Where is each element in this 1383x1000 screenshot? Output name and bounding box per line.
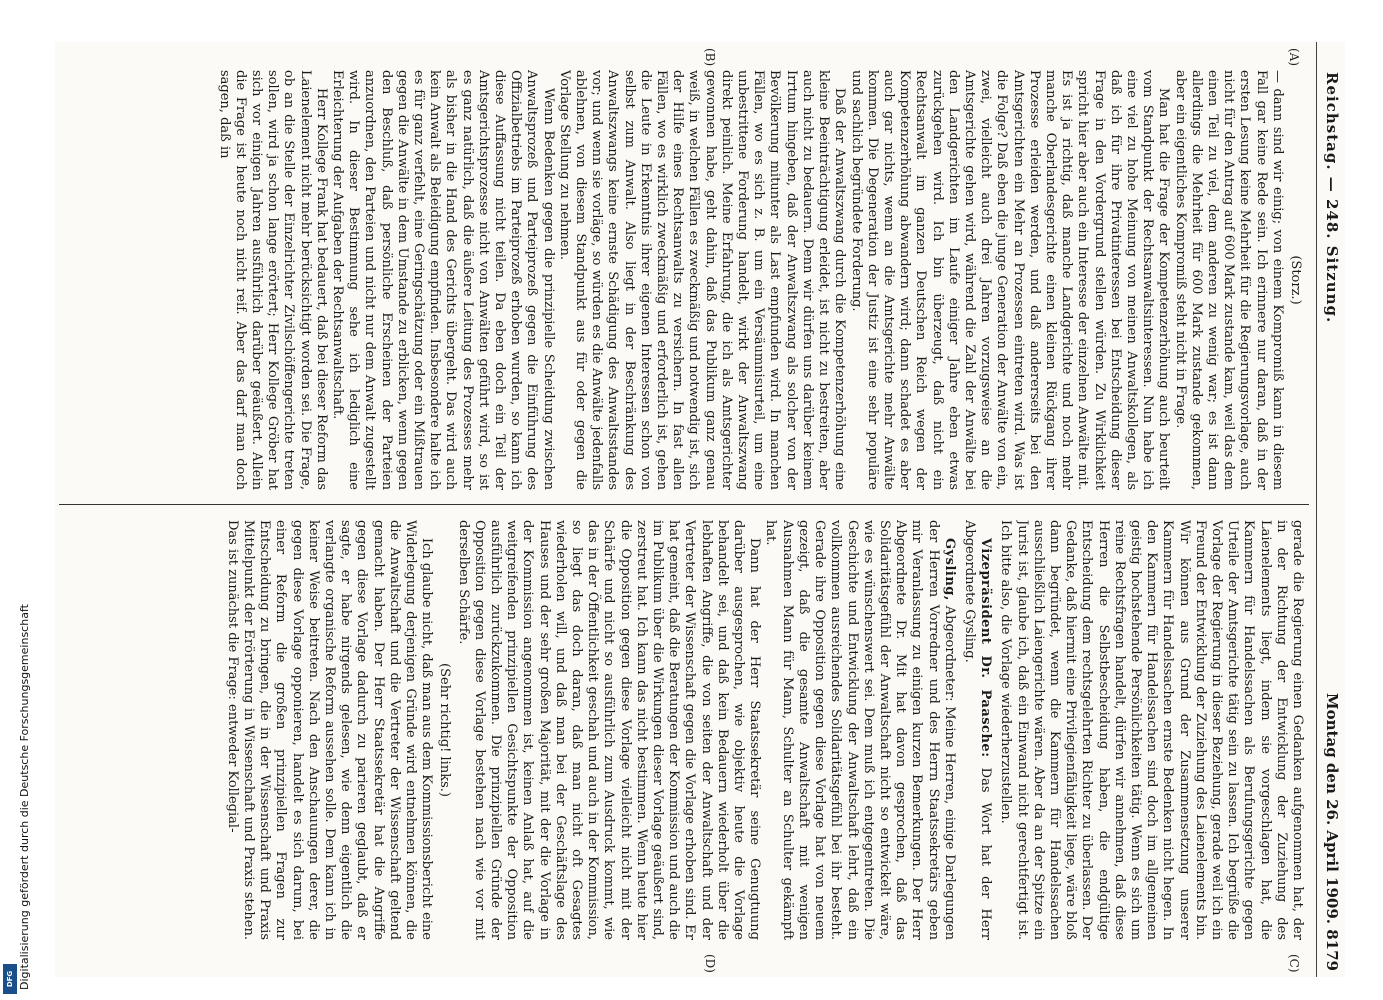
margin-marker-c: (C) — [1287, 954, 1301, 973]
paragraph: Herr Kollege Frank hat bedauert, daß bei dieser Reform das Laienelement nicht mehr berücksichtigt worden sei. Die Frage, ob an die Stelle der Einzelrichter Zivilschöffengerichte treten sollen, wird ja schon lange erörtert; Herr Kollege Gröber hat sich vor einigen Jahren ausführlich darüber geäußert. Allein die Frage ist heute noch nicht reif. Aber das darf man doch sagen, daß in — [216, 70, 329, 490]
paragraph: Ich glaube nicht, daß man aus dem Kommissionsbericht eine Widerlegung derjenigen Gründe wird entnehmen können, die die Anwaltschaft und die Vertreter der Wissenschaft geltend gemacht haben. Der Herr Staatssekretär hat die Angriffe gegen diese Vorlage dadurch zu parieren geglaubt, daß er sagte, er habe nirgends gelesen, wie denn eigentlich die verlangte organische Reform aussehen solle. Dem kann ich in keiner Weise beitreten. Nach den Anschauungen derer, die gegen diese Vorlage opponieren, handelt es sich darum, bei einer Reform die großen prinzipiellen Fragen zur Entscheidung zu bringen, die in der Wissenschaft und Praxis Mittelpunkt der Erörterung in Wissenschaft und Praxis stehen. Das ist zunächst die Frage: entweder Kollegial- — [224, 520, 435, 940]
header-date-page: Montag den 26. April 1909. 8179 — [1323, 693, 1341, 971]
dfg-logo-text: DFG — [6, 970, 14, 988]
footer-band — [0, 0, 20, 1000]
page-header — [1316, 42, 1345, 977]
margin-marker-a: (A) — [1287, 48, 1301, 67]
rotated-document-page — [55, 42, 1345, 977]
paragraph: — dann sind wir einig; von einem Kompromiß kann in diesem Fall gar keine Rede sein. Ich erinnere nur daran, daß in der ersten Lesung keine Mehrheit für die Regierungsvorlage, auch nicht für den Antrag auf 600 Mark zustande kam, weil das dem einen Teil zu viel, dem anderen zu wenig war; es ist dann allerdings die Mehrheit für 600 Mark zustande gekommen, aber ein eigentliches Kompromiß steht nicht in Frage. — [1172, 70, 1285, 490]
speaker-text: Abgeordneter: Meine Herren, einige Darlegungen der Herren Vorredner und des Herrn Staatssekretärs geben mir Veranlassung zu einigen kurzen Bemerkungen. Der Herr Abgeordnete Dr. Mit hat davon gesprochen, daß das Solidaritätsgefühl der Anwaltschaft nicht so entwickelt wäre, wie es wünschenswert sei. Dem muß ich entgegentreten. Die Geschichte und Entwicklung der Anwaltschaft lehrt, daß ein vollkommen ausreichendes Solidaritätsgefühl bei ihr besteht. Gerade ihre Opposition gegen diese Vorlage hat von neuem gezeigt, daß die gesamte Anwaltschaft mit wenigen Ausnahmen Mann für Mann, Schulter an Schulter gekämpft hat. — [763, 520, 957, 940]
right-column — [65, 520, 1305, 940]
speaker-continuation: (Storz.) — [1288, 255, 1303, 305]
speaker-paragraph — [762, 520, 956, 940]
paragraph: Daß der Anwaltszwang durch die Kompetenzerhöhung eine kleine Beeinträchtigung erleidet, ist nicht zu bestreiten, aber auch nicht zu bedauern. Denn wir dürfen uns darüber keinem Irrtum hingeben, daß der Anwaltszwang als solcher von der Bevölkerung mitunter als Last empfunden wird. In manchen Fällen, wo es sich z. B. um ein Versäumnisurteil, um eine unbestrittene Forderung handelt, wirkt der Anwaltszwang direkt peinlich. Meine Erfahrung, die ich als Amtsgerichter gewonnen habe, geht dahin, daß das Publikum ganz genau weiß, in welchen Fällen es zweckmäßig und notwendig ist, sich der Hilfe eines Rechtsanwalts zu versichern. In fast allen Fällen, wo es wirklich zweckmäßig und erforderlich ist, gehen die Leute in Erkenntnis ihrer eigenen Interessen schon von selbst zum Anwalt. Also liegt in der Beschränkung des Anwaltszwangs keine ernste Schädigung des Anwaltsstandes vor; und wenn sie vorläge, so würden es die Anwälte jedenfalls ablehnen, von diesem Standpunkt aus für oder gegen die Vorlage Stellung zu nehmen. — [556, 70, 848, 490]
margin-marker-b: (B) — [703, 48, 717, 67]
funding-notice: Digitalisierung gefördert durch die Deutsche Forschungsgemeinschaft — [18, 604, 31, 990]
left-column — [65, 70, 1305, 490]
paragraph: gerade die Regierung einen Gedanken aufgenommen hat, der in der Richtung der Entwicklung der Zuziehung des Laienelements liegt, indem sie vorgeschlagen hat, die Kammern für Handelssachen als Berufungsgerichte gegen Urteile der Amtsgerichte tätig sein zu lassen. Ich begrüße die Vorlage der Regierung in dieser Beziehung, gerade weil ich ein Freund der Entwicklung der Zuziehung des Laienelements bin. Wir können aus Grund der Zusammensetzung unserer Kammern für Handelssachen ernste Bedenken nicht hegen. In den Kammern für Handelssachen sind doch im allgemeinen geistig hochstehende Persönlichkeiten tätig. Wenn es sich um reine Rechtsfragen handelt, dürfen wir annehmen, daß diese Herren die Selbstbescheidung haben, die endgültige Entscheidung dem rechtsgelehrten Richter zu überlassen. Der Gedanke, daß hiermit eine Privilegienfähigkeit liege, wäre bloß dann begründet, wenn die Kammern für Handelssachen ausschließlich Laiengerichte wären. Aber da an der Spitze ein Jurist ist, glaube ich, daß ein Einwand nicht gerechtfertigt ist. Ich bitte also, die Vorlage wiederherzustellen. — [998, 520, 1305, 940]
interjection: (Sehr richtig! links.) — [437, 663, 453, 797]
margin-marker-d: (D) — [703, 954, 717, 973]
paragraph: Dann hat der Herr Staatssekretär seine Genugtuung darüber ausgesprochen, wie objektiv heute die Vorlage behandelt sei, und daß kein Bedauern wiederholt über die lebhaften Angriffe, die von seiten der Anwaltschaft und der Vertreter der Wissenschaft gegen die Vorlage erhoben sind. Er hat gemeint, daß die Beratungen der Kommission und auch die im Publikum über die Wirkungen dieser Vorlage geäußert sind, zerstreut hat. Ich kann das nicht bestimmen. Wenn heute hier die Opposition gegen diese Vorlage vielleicht nicht mit der Schärfe und nicht so ausführlich zum Ausdruck kommt, wie das in der Öffentlichkeit geschah und auch in der Kommission, so liegt das doch daran, daß man nicht oft Gesagtes wiederholen will, und daß man bei der Geschäftslage des Hauses und der sehr großen Majorität, mit der die Vorlage in der Kommission angenommen ist, keinen Anlaß hat, auf die weitgreifenden prinzipiellen Gesichtspunkte der Opposition ausführlich zurückzukommen. Die prinzipiellen Gründe der Opposition gegen diese Vorlage bestehen nach wie vor mit derselben Schärfe. — [455, 520, 763, 940]
speaker-name: Vizepräsident Dr. Paasche: — [978, 538, 994, 758]
speaker-name: Gysling, — [941, 538, 957, 601]
paragraph: Wenn Bedenken gegen die prinzipielle Scheidung zwischen Anwaltsprozeß und Parteiprozeß gegen die Einführung des Offizialbetriebs im Parteiprozeß erhoben wurden, so kann ich diese Auffassung nicht teilen. Da eben doch ein Teil der Amtsgerichtsprozesse nicht von Anwälten geführt wird, so ist es ganz natürlich, daß die äußere Leitung des Prozesses mehr als bisher in die Hand des Gerichts übergeht. Das wird auch kein Anwalt als Beleidigung empfinden. Insbesondere halte ich es für ganz verfehlt, eine Geringschätzung oder ein Mißtrauen gegen die Anwälte in dem Umstande zu erblicken, wenn gegen den Beschluß, daß persönliche Erscheinen der Parteien anzuordnen, den Parteien und nicht nur dem Anwalt zugestellt wird. In dieser Bestimmung sehe ich lediglich eine Erleichterung der Aufgaben der Rechtsanwaltschaft. — [330, 70, 556, 490]
dfg-logo — [3, 964, 17, 994]
speaker-paragraph — [961, 520, 993, 940]
column-divider — [59, 504, 1309, 505]
header-title: Reichstag. — 248. Sitzung. — [1323, 72, 1341, 324]
speaker-text: Das Wort hat der Herr Abgeordnete Gysling. — [961, 520, 994, 940]
paragraph: Man hat die Frage der Kompetenzerhöhung auch beurteilt vom Standpunkt der Rechtsanwaltsinteressen. Nun habe ich eine viel zu hohe Meinung von meinen Anwaltskollegen, als daß ich für ihre Privatinteressen bei Entscheidung dieser Frage in den Vordergrund stellen würden. Zu Wirklichkeit spricht hier aber auch ein Interesse der einzelnen Anwälte mit. Es ist ja richtig, daß manche Landgerichte und noch mehr manche Oberlandesgerichte einen kleinen Rückgang ihrer Prozesse erleiden werden, und daß andererseits bei den Amtsgerichten ein Mehr an Prozessen eintreten wird. Was ist die Folge? Daß eben die junge Generation der Anwälte von ein, zwei, vielleicht auch drei Jahren vorzugsweise an die Amtsgerichte gehen wird, während die Zahl der Anwälte bei den Landgerichten im Laufe einiger Jahre eben etwas zurückgehen wird. Ich bin überzeugt, daß nicht ein Rechtsanwalt im ganzen Deutschen Reich wegen der Kompetenzerhöhung abwandern wird; dann schadet es aber auch gar nichts, wenn an die Amtsgerichte mehr Anwälte kommen. Die Degeneration der Justiz ist eine sehr populäre und sachlich begründete Forderung. — [848, 70, 1172, 490]
